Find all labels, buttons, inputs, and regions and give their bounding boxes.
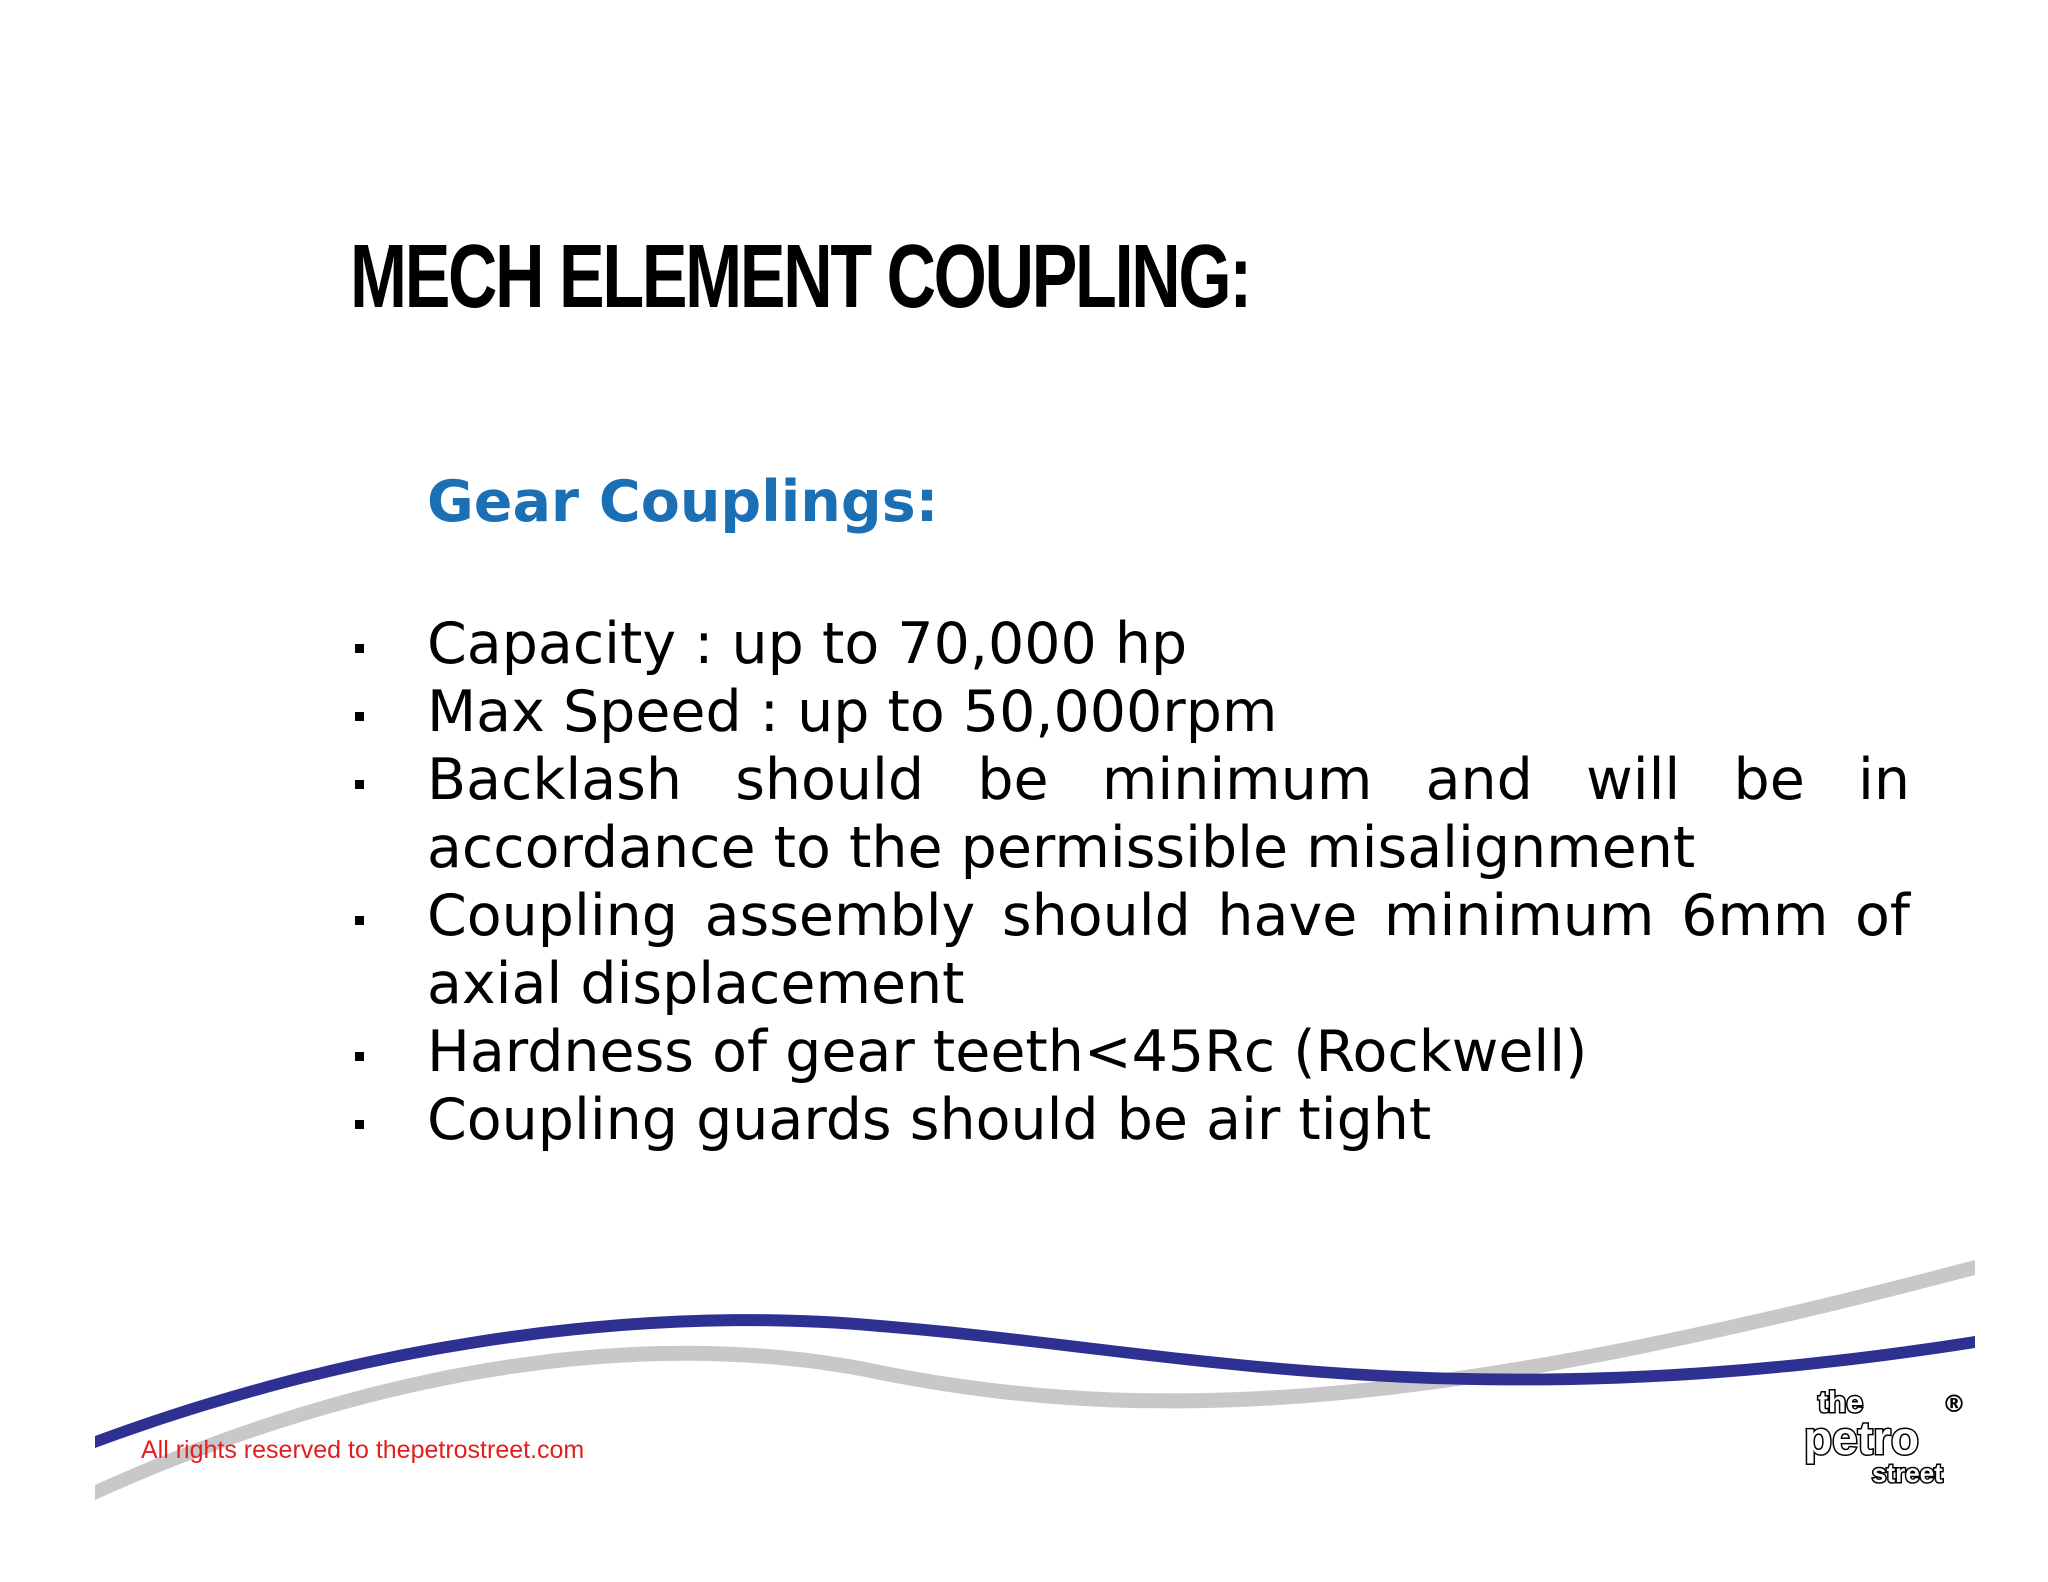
logo-line-the: the: [1818, 1386, 1863, 1419]
section-subheading: Gear Couplings:: [427, 469, 939, 535]
bullet-item: [350, 746, 1910, 882]
bullet-item: [350, 610, 1910, 678]
registered-mark: ®: [1942, 1390, 1966, 1418]
bullet-item: [350, 1018, 1910, 1086]
gray-swoosh-band: [95, 1260, 1975, 1500]
bullet-text: Hardness of gear teeth<45Rc (Rockwell): [427, 1019, 1588, 1085]
bullet-text: Capacity : up to 70,000 hp: [427, 611, 1188, 677]
bullet-text: Coupling guards should be air tight: [427, 1087, 1432, 1153]
bullet-text: Backlash should be minimum and will be in accordance to the permissible misalignment: [427, 747, 1910, 881]
petrostreet-logo-icon: [1800, 1382, 1970, 1486]
bullet-text: Coupling assembly should have minimum 6mm of axial displacement: [427, 883, 1910, 1017]
copyright-notice: All rights reserved to thepetrostreet.com: [141, 1436, 585, 1464]
bullet-item: [350, 882, 1910, 1018]
logo-line-street: street: [1872, 1458, 1943, 1486]
bullet-item: [350, 1086, 1910, 1154]
square-bullet-icon: [355, 780, 364, 789]
decorative-swoosh: [0, 1240, 2048, 1540]
square-bullet-icon: [355, 712, 364, 721]
square-bullet-icon: [355, 644, 364, 653]
bullet-list: [350, 610, 1910, 1154]
logo-line-petro: petro: [1804, 1412, 1919, 1464]
bullet-item: [350, 678, 1910, 746]
square-bullet-icon: [355, 1052, 364, 1061]
square-bullet-icon: [355, 916, 364, 925]
square-bullet-icon: [355, 1120, 364, 1129]
slide-title: MECH ELEMENT COUPLING:: [350, 227, 1250, 327]
bullet-text: Max Speed : up to 50,000rpm: [427, 679, 1278, 745]
